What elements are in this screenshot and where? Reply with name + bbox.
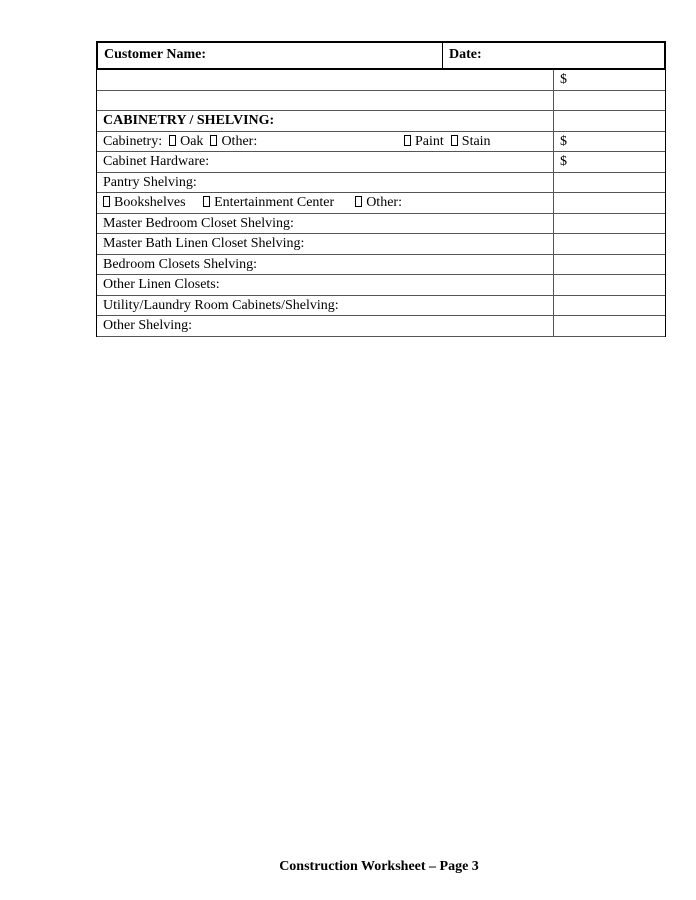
bedroom-closets-label: Bedroom Closets Shelving: (97, 255, 554, 275)
table-row (97, 316, 665, 337)
price-cell[interactable] (554, 173, 665, 193)
oak-checkbox[interactable] (169, 135, 176, 146)
price-cell[interactable] (554, 193, 665, 213)
table-row (97, 214, 665, 235)
price-cell[interactable]: $ (560, 133, 567, 149)
cabinetry-label: Cabinetry: (103, 133, 163, 149)
page-footer: Construction Worksheet – Page 3 (279, 859, 479, 874)
table-row (97, 275, 665, 296)
price-cell[interactable] (554, 214, 665, 234)
price-cell[interactable] (554, 111, 665, 131)
section-row (97, 111, 665, 132)
price-cell[interactable] (554, 296, 665, 316)
table-row (97, 173, 665, 194)
table-row (97, 70, 665, 91)
other-checkbox[interactable] (210, 135, 217, 146)
entertainment-center-checkbox[interactable] (203, 196, 210, 207)
table-row (97, 91, 665, 112)
section-title: CABINETRY / SHELVING: (97, 111, 554, 131)
other-shelving-label: Other Shelving: (97, 316, 554, 336)
other-linen-closets-label: Other Linen Closets: (97, 275, 554, 295)
description-cell (97, 132, 554, 152)
utility-laundry-label: Utility/Laundry Room Cabinets/Shelving: (97, 296, 554, 316)
pantry-shelving-label: Pantry Shelving: (97, 173, 554, 193)
price-cell[interactable] (554, 91, 665, 111)
stain-label: Stain (461, 133, 491, 149)
other-label: Other: (221, 133, 258, 149)
price-cell[interactable] (554, 234, 665, 254)
other-label: Other: (366, 195, 402, 210)
date-field[interactable] (443, 43, 664, 68)
stain-checkbox[interactable] (451, 135, 458, 146)
bookshelves-checkbox[interactable] (103, 196, 110, 207)
paint-label: Paint (415, 133, 444, 149)
customer-name-field[interactable] (98, 43, 443, 68)
description-cell[interactable] (97, 70, 554, 90)
entertainment-center-label: Entertainment Center (214, 195, 335, 210)
price-cell[interactable] (554, 255, 665, 275)
master-bath-linen-label: Master Bath Linen Closet Shelving: (97, 234, 554, 254)
date-label: Date: (449, 47, 482, 62)
description-cell[interactable] (97, 91, 554, 111)
price-cell[interactable]: $ (560, 72, 567, 87)
price-cell[interactable] (554, 275, 665, 295)
bookshelves-label: Bookshelves (114, 195, 186, 210)
header-table (96, 41, 666, 70)
price-cell[interactable] (554, 316, 665, 336)
cabinetry-row (97, 132, 665, 153)
price-cell[interactable]: $ (560, 154, 567, 169)
master-bedroom-closet-label: Master Bedroom Closet Shelving: (97, 214, 554, 234)
other-checkbox[interactable] (355, 196, 362, 207)
table-row (97, 152, 665, 173)
customer-name-label: Customer Name: (104, 47, 206, 62)
cabinet-hardware-label: Cabinet Hardware: (97, 152, 554, 172)
bookshelves-row (97, 193, 665, 214)
table-row (97, 296, 665, 317)
paint-checkbox[interactable] (404, 135, 411, 146)
oak-label: Oak (180, 133, 204, 149)
worksheet-table (96, 70, 666, 337)
table-row (97, 255, 665, 276)
description-cell (97, 193, 554, 213)
table-row (97, 234, 665, 255)
